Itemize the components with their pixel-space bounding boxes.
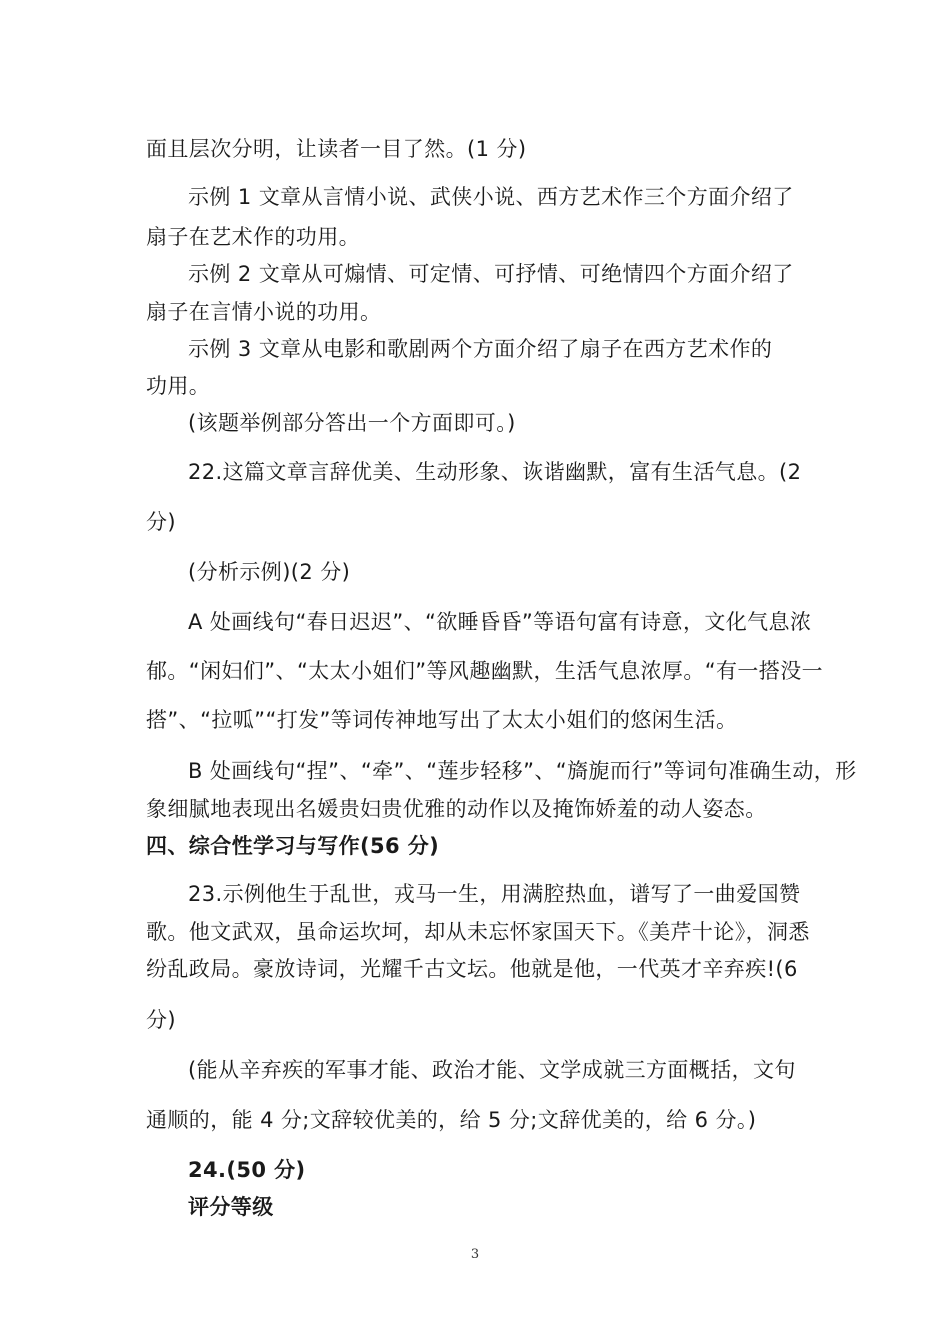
example-3-line-2: 功用。: [146, 374, 211, 398]
scoring-note: (该题举例部分答出一个方面即可。): [188, 411, 516, 435]
answer-continuation-line: 面且层次分明，让读者一目了然。(1 分): [146, 137, 527, 161]
example-2-line: 示例 2 文章从可煽情、可定情、可抒情、可绝情四个方面介绍了: [188, 262, 794, 286]
question-23-line-1: 23.示例他生于乱世，戎马一生，用满腔热血，谱写了一曲爱国赞: [188, 882, 801, 906]
question-23-criteria-2: 通顺的，能 4 分;文辞较优美的，给 5 分;文辞优美的，给 6 分。): [146, 1108, 757, 1132]
analysis-b-line-1: B 处画线句“捏”、“牵”、“莲步轻移”、“旖旎而行”等词句准确生动，形: [188, 759, 857, 783]
question-23-score: 分): [146, 1008, 176, 1032]
question-23-line-3: 纷乱政局。豪放诗词，光耀千古文坛。他就是他，一代英才辛弃疾!(6: [146, 957, 798, 981]
analysis-example-heading: (分析示例)(2 分): [188, 560, 351, 584]
question-22-score: 分): [146, 510, 176, 534]
analysis-a-line-3: 搭”、“拉呱”“打发”等词传神地写出了太太小姐们的悠闲生活。: [146, 708, 738, 732]
section-heading: 四、综合性学习与写作(56 分): [146, 834, 440, 858]
question-23-line-2: 歌。他文武双，虽命运坎坷，却从未忘怀家国天下。《美芹十论》，洞悉: [146, 920, 810, 944]
page-number: 3: [470, 1247, 480, 1262]
question-24-heading: 24.(50 分): [188, 1158, 306, 1182]
question-23-criteria-1: (能从辛弃疾的军事才能、政治才能、文学成就三方面概括，文句: [188, 1058, 796, 1082]
analysis-a-line-1: A 处画线句“春日迟迟”、“欲睡昏昏”等语句富有诗意，文化气息浓: [188, 610, 812, 634]
example-3-line: 示例 3 文章从电影和歌剧两个方面介绍了扇子在西方艺术作的: [188, 337, 773, 361]
example-2-line-2: 扇子在言情小说的功用。: [146, 300, 382, 324]
question-22-answer: 22.这篇文章言辞优美、生动形象、诙谐幽默，富有生活气息。(2: [188, 460, 802, 484]
analysis-a-line-2: 郁。“闲妇们”、“太太小姐们”等风趣幽默，生活气息浓厚。“有一搭没一: [146, 659, 823, 683]
example-1-line: 示例 1 文章从言情小说、武侠小说、西方艺术作三个方面介绍了: [188, 185, 794, 209]
example-1-line-2: 扇子在艺术作的功用。: [146, 225, 360, 249]
grading-levels-heading: 评分等级: [188, 1195, 274, 1219]
analysis-b-line-2: 象细腻地表现出名媛贵妇贵优雅的动作以及掩饰娇羞的动人姿态。: [146, 797, 767, 821]
